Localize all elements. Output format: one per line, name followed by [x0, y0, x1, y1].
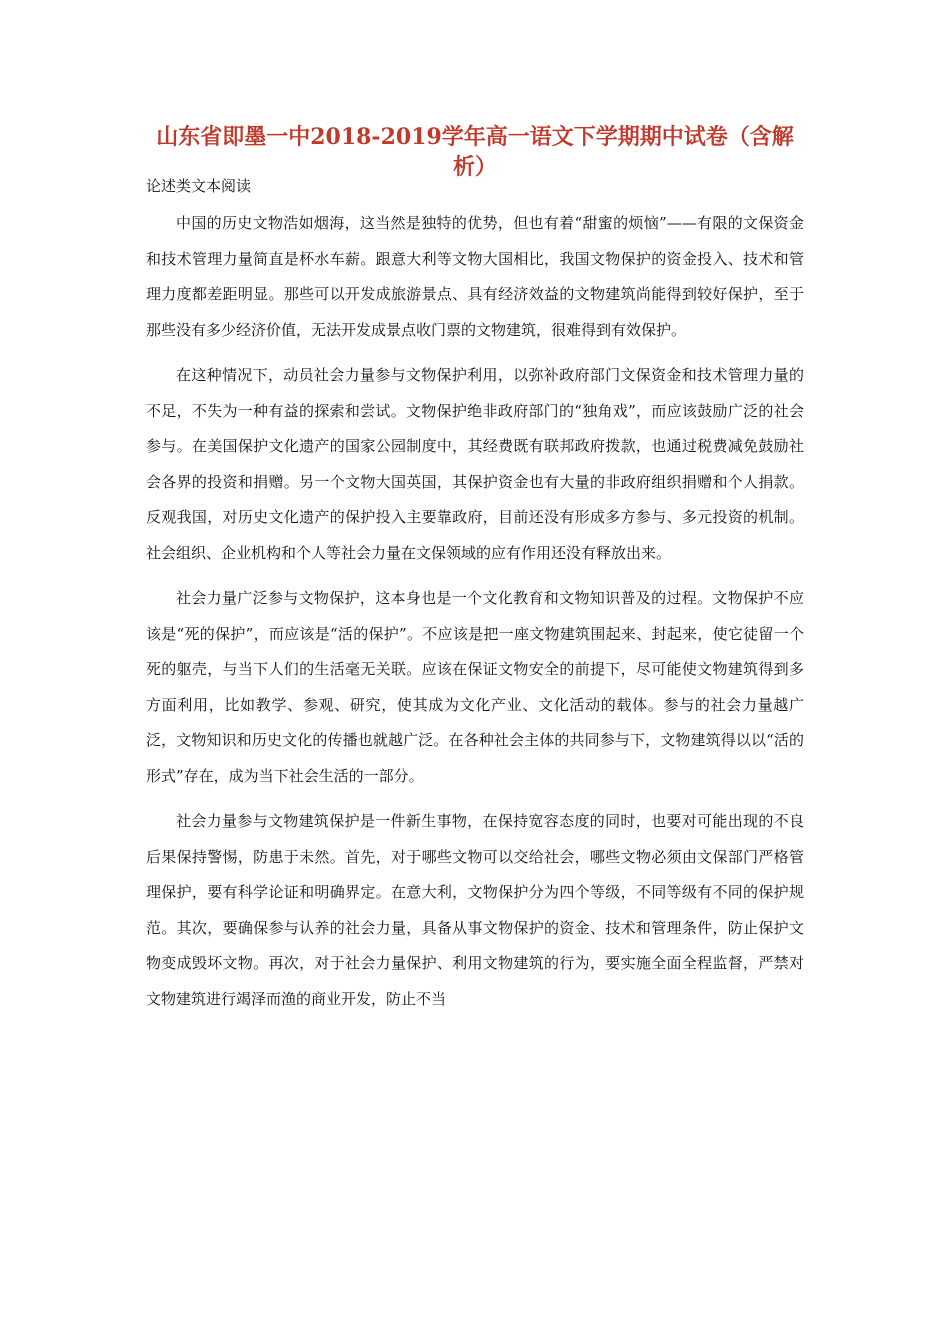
- paragraph: 社会力量参与文物建筑保护是一件新生事物，在保持宽容态度的同时，也要对可能出现的不良后果保持警惕，防患于未然。首先，对于哪些文物可以交给社会，哪些文物必须由文保部门严格管理保护，要有科学论证和明确界定。在意大利，文物保护分为四个等级，不同等级有不同的保护规范。其次，要确保参与认养的社会力量，具备从事文物保护的资金、技术和管理条件，防止保护文物变成毁坏文物。再次，对于社会力量保护、利用文物建筑的行为，要实施全面全程监督，严禁对文物建筑进行竭泽而渔的商业开发，防止不当: [146, 812, 804, 1008]
- page-title: 山东省即墨一中2018-2019学年高一语文下学期期中试卷（含解析）: [156, 124, 794, 180]
- section-label: 论述类文本阅读: [146, 177, 252, 195]
- paragraph: 在这种情况下，动员社会力量参与文物保护利用，以弥补政府部门文保资金和技术管理力量的不足，不失为一种有益的探索和尝试。文物保护绝非政府部门的“独角戏”，而应该鼓励广泛的社会参与。在美国保护文化遗产的国家公园制度中，其经费既有联邦政府拨款，也通过税费减免鼓励社会各界的投资和捐赠。另一个文物大国英国，其保护资金也有大量的非政府组织捐赠和个人捐款。反观我国，对历史文化遗产的保护投入主要靠政府，目前还没有形成多方参与、多元投资的机制。社会组织、企业机构和个人等社会力量在文保领域的应有作用还没有释放出来。: [146, 366, 804, 562]
- paragraph: 中国的历史文物浩如烟海，这当然是独特的优势，但也有着“甜蜜的烦恼”——有限的文保资金和技术管理力量简直是杯水车薪。跟意大利等文物大国相比，我国文物保护的资金投入、技术和管理力度都差距明显。那些可以开发成旅游景点、具有经济效益的文物建筑尚能得到较好保护，至于那些没有多少经济价值，无法开发成景点收门票的文物建筑，很难得到有效保护。: [146, 214, 804, 339]
- body-text: [146, 206, 804, 1027]
- paragraph: 社会力量广泛参与文物保护，这本身也是一个文化教育和文物知识普及的过程。文物保护不应该是“死的保护”，而应该是“活的保护”。不应该是把一座文物建筑围起来、封起来，使它徒留一个死的躯壳，与当下人们的生活毫无关联。应该在保证文物安全的前提下，尽可能使文物建筑得到多方面利用，比如教学、参观、研究，使其成为文化产业、文化活动的载体。参与的社会力量越广泛，文物知识和历史文化的传播也就越广泛。在各种社会主体的共同参与下，文物建筑得以以“活的形式”存在，成为当下社会生活的一部分。: [146, 589, 804, 785]
